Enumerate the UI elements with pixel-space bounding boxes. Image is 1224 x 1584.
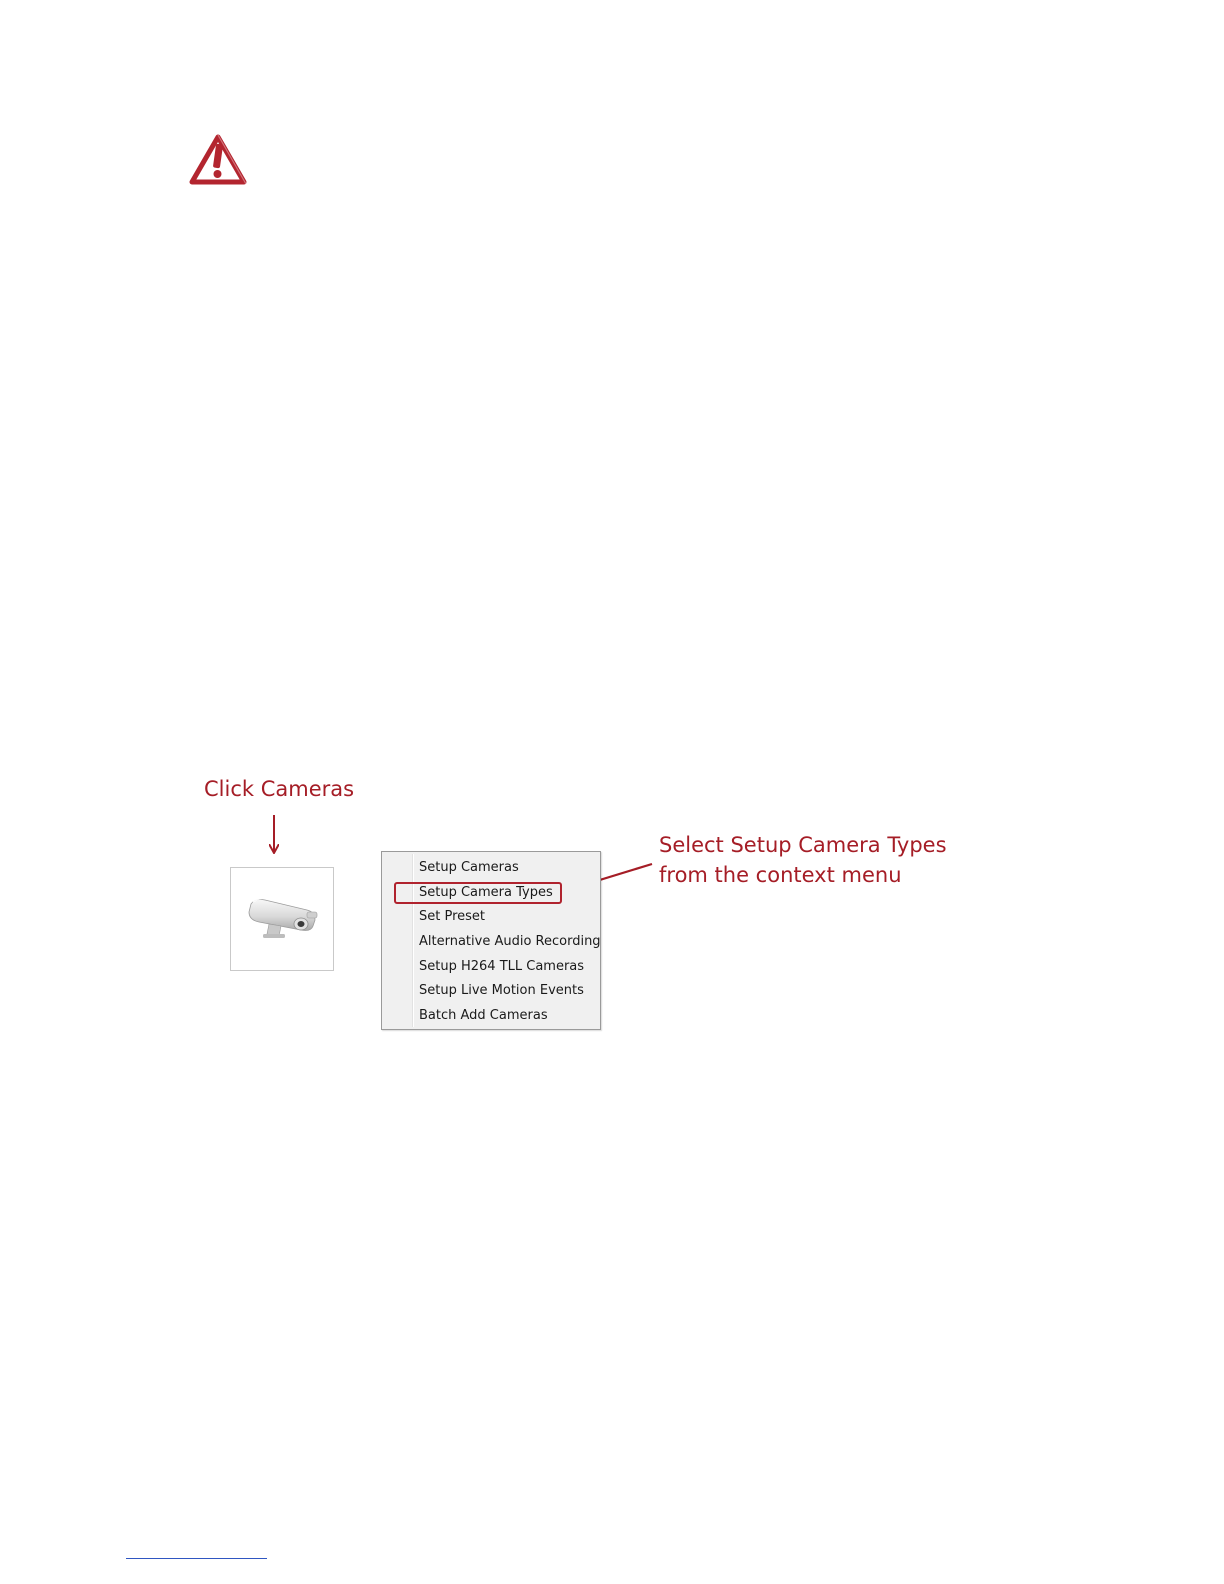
select-setup-annotation-line-1: Select Setup Camera Types: [659, 833, 947, 857]
cameras-button[interactable]: [230, 867, 334, 971]
context-menu-items: [382, 856, 600, 1029]
menu-item-setup-h264-tll-cameras[interactable]: Setup H264 TLL Cameras: [419, 958, 585, 974]
menu-item-batch-add-cameras[interactable]: Batch Add Cameras: [419, 1008, 548, 1024]
menu-item-setup-live-motion-events[interactable]: Setup Live Motion Events: [419, 983, 584, 999]
security-camera-icon: [245, 892, 321, 948]
click-cameras-annotation: Click Cameras: [204, 777, 355, 801]
menu-item-alternative-audio-recording[interactable]: Alternative Audio Recording: [419, 934, 601, 950]
menu-item-set-preset[interactable]: Set Preset: [419, 909, 486, 925]
context-menu: [381, 851, 601, 1030]
warning-triangle-icon: [188, 132, 248, 188]
menu-item-setup-camera-types[interactable]: Setup Camera Types: [382, 881, 600, 906]
footnote-separator: [126, 1558, 267, 1559]
select-setup-annotation: [659, 830, 947, 890]
menu-item-setup-cameras[interactable]: Setup Cameras: [419, 860, 519, 875]
select-setup-annotation-line-2: from the context menu: [659, 863, 902, 887]
